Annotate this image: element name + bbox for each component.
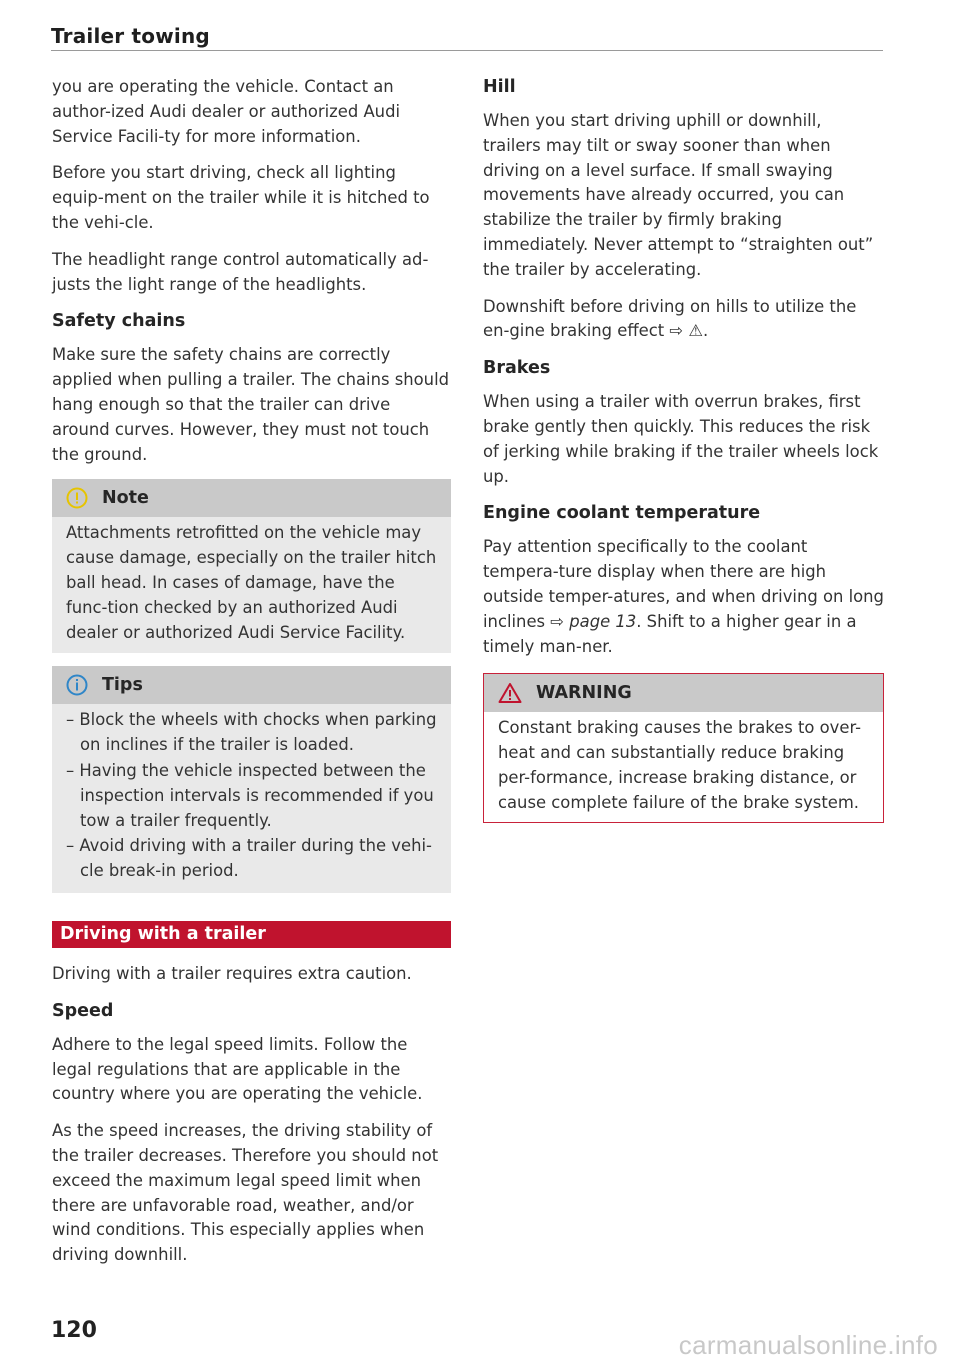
speed-heading: Speed (52, 1000, 114, 1021)
list-item: – Block the wheels with chocks when parking on inclines if the trailer is loaded. (66, 710, 437, 755)
section-title-banner: Driving with a trailer (52, 921, 451, 948)
hill-text: Downshift before driving on hills to utilize the en-gine braking effect (483, 296, 857, 341)
paragraph: Driving with a trailer requires extra caution. (52, 963, 412, 983)
tips-title: Tips (102, 675, 143, 696)
page-ref-link[interactable]: ⇨ page 13 (550, 611, 637, 631)
coolant-text: Pay attention specifically to the coolant tempera-ture display when there are high outside temper-atures, and when driving on long inclines (483, 537, 884, 631)
tips-list (66, 708, 437, 884)
safety-chains-heading: Safety chains (52, 311, 186, 332)
paragraph: As the speed increases, the driving stability of the trailer decreases. Therefore you should not exceed the maximum legal speed limit when there are unfavorable road, weather, and/or wind conditions. This especially applies when driving downhill. (52, 1121, 439, 1265)
note-body (52, 517, 451, 653)
paragraph: Before you start driving, check all lighting equip-ment on the trailer while it is hitched to the vehi-cle. (52, 163, 430, 232)
warning-box (483, 673, 884, 822)
brakes-heading: Brakes (483, 358, 551, 379)
paragraph (483, 295, 884, 345)
tips-body (52, 704, 451, 893)
note-box (52, 479, 451, 653)
tips-box-header (52, 666, 451, 704)
page-number: 120 (51, 1318, 97, 1343)
exclamation-circle-icon (66, 487, 88, 509)
coolant-heading: Engine coolant temperature (483, 503, 761, 524)
paragraph: When using a trailer with overrun brakes, first brake gently then quickly. This reduces the risk of jerking while braking if the trailer wheels lock up. (483, 392, 879, 486)
warning-title: WARNING (536, 683, 632, 704)
left-column (52, 75, 451, 1280)
tips-box (52, 666, 451, 893)
warning-box-header (484, 674, 883, 712)
paragraph: Adhere to the legal speed limits. Follow the legal regulations that are applicable in the country where you are operating the vehicle. (52, 1034, 423, 1104)
list-item: – Having the vehicle inspected between the inspection intervals is recommended if you tow a trailer frequently. (66, 760, 434, 830)
page-header-title: Trailer towing (51, 24, 210, 48)
header-divider (51, 50, 883, 51)
info-circle-icon (66, 674, 88, 696)
paragraph: you are operating the vehicle. Contact an author-ized Audi dealer or authorized Audi Service Facili-ty for more information. (52, 77, 401, 146)
note-title: Note (102, 488, 149, 509)
note-box-header (52, 479, 451, 517)
hill-heading: Hill (483, 77, 516, 97)
warning-text: Constant braking causes the brakes to over-heat and can substantially reduce braking per-formance, increase braking distance, or cause complete failure of the brake system. (498, 718, 862, 812)
paragraph: The headlight range control automatically ad-justs the light range of the headlights. (52, 249, 429, 294)
paragraph: When you start driving uphill or downhill, trailers may tilt or sway sooner than when driving on a level surface. If small swaying movements have already occurred, you can stabilize the trailer by firmly braking immediately. Never attempt to “straighten out” the trailer by accelerating. (483, 111, 874, 279)
warning-ref-link[interactable]: ⇨ ⚠. (669, 321, 709, 341)
note-text: Attachments retrofitted on the vehicle may cause damage, especially on the trailer hitch ball head. In cases of damage, have the func-tion checked by an authorized Audi dealer or authorized Audi Service Facility. (66, 523, 437, 642)
paragraph: Make sure the safety chains are correctly applied when pulling a trailer. The chains should hang enough so that the trailer can drive around curves. However, they must not touch the ground. (52, 345, 450, 464)
paragraph (483, 535, 884, 659)
warning-body (484, 712, 883, 821)
watermark: carmanualsonline.info (678, 1330, 938, 1360)
coolant-text-end: . Shift to a higher gear in a timely man-ner. (483, 611, 857, 656)
warning-triangle-icon (498, 682, 522, 704)
right-column (483, 75, 884, 823)
list-item: – Avoid driving with a trailer during the vehi-cle break-in period. (66, 836, 432, 881)
